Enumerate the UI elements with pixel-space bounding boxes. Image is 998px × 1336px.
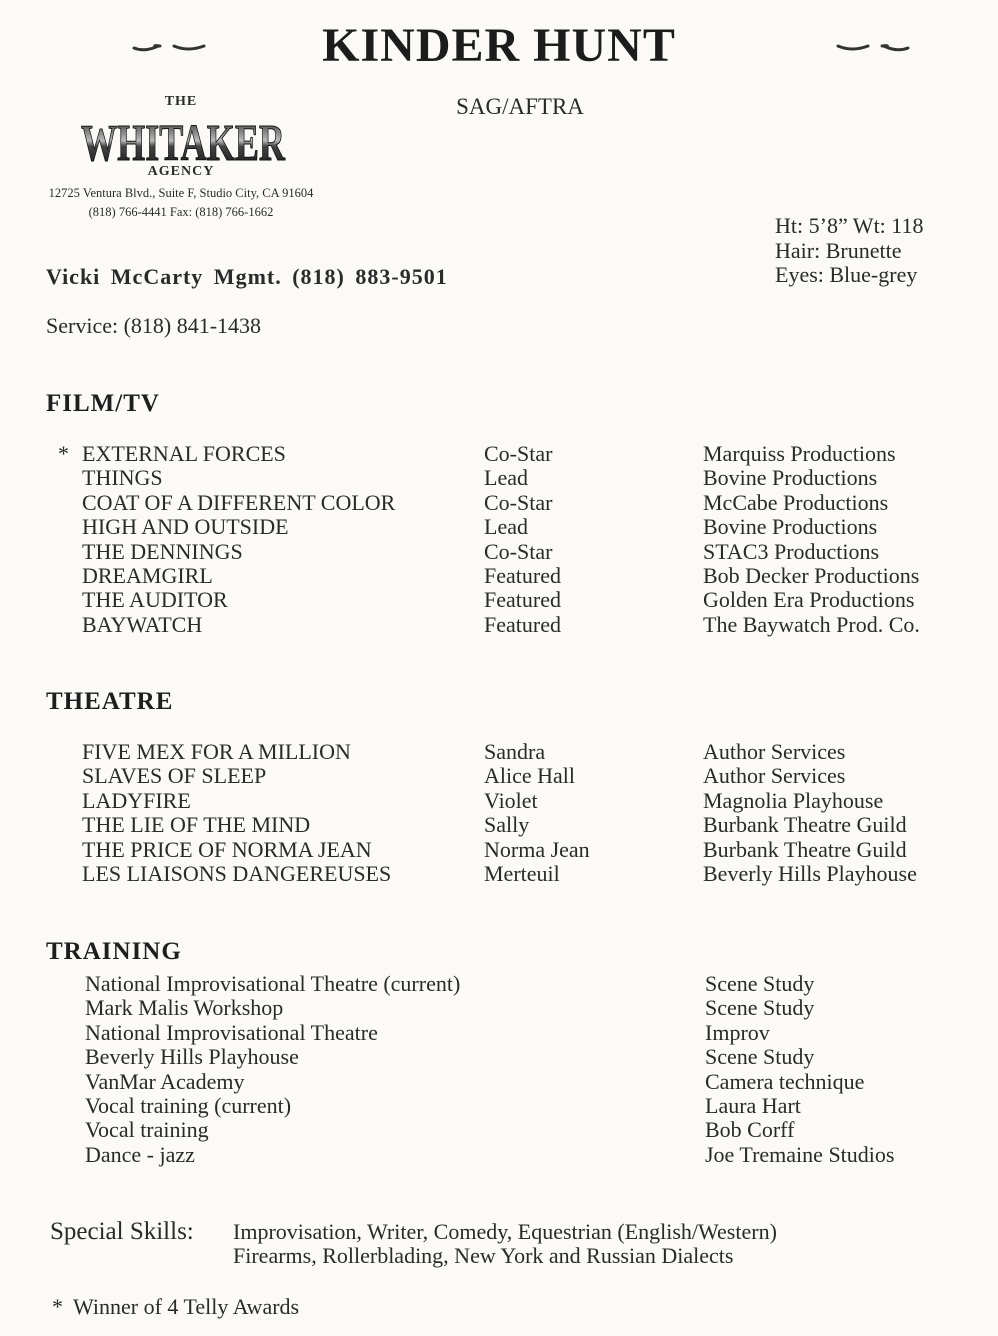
eye-color: Eyes: Blue-grey [775, 262, 918, 287]
training-school: National Improvisational Theatre (current) [85, 971, 461, 996]
special-skills-line-2: Firearms, Rollerblading, New York and Russian Dialects [233, 1243, 734, 1268]
credit-role: Norma Jean [484, 836, 590, 862]
credit-company: Burbank Theatre Guild [703, 836, 907, 862]
credit-title: HIGH AND OUTSIDE [82, 514, 289, 540]
credit-company: The Baywatch Prod. Co. [703, 611, 920, 637]
credit-row [0, 789, 998, 813]
credit-company: Bob Decker Productions [703, 562, 920, 588]
credit-title: LES LIAISONS DANGEREUSES [82, 860, 392, 886]
credit-company: Golden Era Productions [703, 587, 915, 613]
credit-role: Featured [484, 562, 561, 588]
actor-name: KINDER HUNT [322, 19, 676, 72]
agency-phones: (818) 766-4441 Fax: (818) 766-1662 [88, 205, 274, 219]
special-skills-text [233, 1220, 777, 1268]
agency-logo-agency: AGENCY [147, 164, 215, 179]
training-school: VanMar Academy [85, 1068, 245, 1094]
credit-title: FIVE MEX FOR A MILLION [82, 739, 351, 764]
credit-role: Sandra [484, 739, 546, 764]
credit-row [0, 442, 998, 466]
credit-row [0, 515, 998, 539]
training-row [0, 1094, 998, 1118]
training-school: National Improvisational Theatre [85, 1019, 378, 1045]
credit-company: Beverly Hills Playhouse [703, 860, 917, 886]
training-subject: Scene Study [705, 1044, 815, 1070]
credit-company: Author Services [703, 739, 846, 764]
credit-row [0, 838, 998, 862]
agency-logo [40, 92, 322, 227]
special-skills-line-1: Improvisation, Writer, Comedy, Equestrian (English/Western) [233, 1219, 777, 1244]
credit-title: DREAMGIRL [82, 562, 213, 588]
credit-row [0, 540, 998, 564]
training-school: Dance - jazz [85, 1141, 195, 1167]
credit-company: Magnolia Playhouse [703, 787, 884, 813]
credit-row [0, 466, 998, 490]
credit-role: Lead [484, 465, 528, 491]
credit-title: THE PRICE OF NORMA JEAN [82, 836, 372, 862]
credit-company: STAC3 Productions [703, 538, 880, 564]
credit-role: Alice Hall [484, 763, 576, 789]
physical-stats [775, 214, 923, 288]
training-heading: TRAINING [46, 938, 182, 965]
credit-role: Violet [484, 787, 538, 813]
film-tv-credits [0, 442, 998, 637]
credit-role: Merteuil [484, 860, 560, 886]
training-school: Vocal training (current) [85, 1092, 292, 1118]
credit-title: EXTERNAL FORCES [82, 441, 286, 466]
credit-company: Author Services [703, 763, 846, 789]
credit-row [0, 613, 998, 637]
credit-row [0, 588, 998, 612]
credit-row [0, 564, 998, 588]
training-row [0, 972, 998, 996]
credit-title: BAYWATCH [82, 611, 203, 637]
credit-role: Sally [484, 812, 530, 838]
credit-title: THE LIE OF THE MIND [82, 812, 311, 838]
management-contact: Vicki McCarty Mgmt. (818) 883-9501 [46, 264, 448, 289]
credit-company: McCabe Productions [703, 489, 889, 515]
service-phone: Service: (818) 841-1438 [46, 313, 262, 338]
training-subject: Scene Study [705, 995, 815, 1021]
credit-row [0, 740, 998, 764]
hair-color: Hair: Brunette [775, 237, 902, 263]
height-weight: Ht: 5’8” Wt: 118 [775, 213, 924, 238]
union-affiliation: SAG/AFTRA [456, 94, 584, 119]
training-subject: Joe Tremaine Studios [705, 1141, 895, 1167]
credit-title: SLAVES OF SLEEP [82, 763, 267, 789]
credit-role: Co-Star [484, 489, 553, 515]
agency-wordmark [78, 112, 288, 168]
training-subject: Improv [705, 1019, 770, 1045]
credit-role: Featured [484, 587, 561, 613]
credit-company: Marquiss Productions [703, 441, 896, 466]
credit-role: Co-Star [484, 441, 553, 466]
credit-marker: * [58, 441, 69, 466]
training-school: Mark Malis Workshop [85, 995, 284, 1021]
training-list [0, 972, 998, 1167]
credit-role: Lead [484, 514, 528, 540]
footnote [52, 1294, 299, 1320]
credit-title: THINGS [82, 465, 163, 491]
agency-wordmark-text: WHITAKER [81, 115, 287, 168]
footnote-marker: * [52, 1294, 63, 1319]
credit-row [0, 862, 998, 886]
credit-title: LADYFIRE [82, 787, 191, 813]
training-row [0, 1143, 998, 1167]
film-tv-heading: FILM/TV [46, 390, 160, 417]
credit-company: Burbank Theatre Guild [703, 812, 907, 838]
training-row [0, 1045, 998, 1069]
theatre-credits [0, 740, 998, 886]
theatre-heading: THEATRE [46, 688, 174, 715]
right-flourish-decoration [832, 36, 912, 56]
credit-row [0, 764, 998, 788]
agency-address: 12725 Ventura Blvd., Suite F, Studio City, CA 91604 [48, 186, 314, 200]
credit-company: Bovine Productions [703, 465, 878, 491]
credit-row [0, 813, 998, 837]
training-subject: Camera technique [705, 1068, 865, 1094]
training-school: Vocal training [85, 1117, 209, 1143]
credit-role: Co-Star [484, 538, 553, 564]
credit-title: THE AUDITOR [82, 587, 228, 613]
training-subject: Laura Hart [705, 1092, 801, 1118]
agency-logo-the: THE [164, 94, 198, 109]
training-row [0, 1118, 998, 1142]
credit-company: Bovine Productions [703, 514, 878, 540]
credit-role: Featured [484, 611, 561, 637]
training-subject: Bob Corff [705, 1117, 795, 1143]
training-school: Beverly Hills Playhouse [85, 1044, 299, 1070]
special-skills-label: Special Skills: [50, 1218, 194, 1245]
credit-title: THE DENNINGS [82, 538, 243, 564]
training-row [0, 1070, 998, 1094]
footnote-text: Winner of 4 Telly Awards [73, 1294, 300, 1319]
training-row [0, 996, 998, 1020]
training-row [0, 1021, 998, 1045]
training-subject: Scene Study [705, 971, 815, 996]
credit-title: COAT OF A DIFFERENT COLOR [82, 489, 396, 515]
credit-row [0, 491, 998, 515]
